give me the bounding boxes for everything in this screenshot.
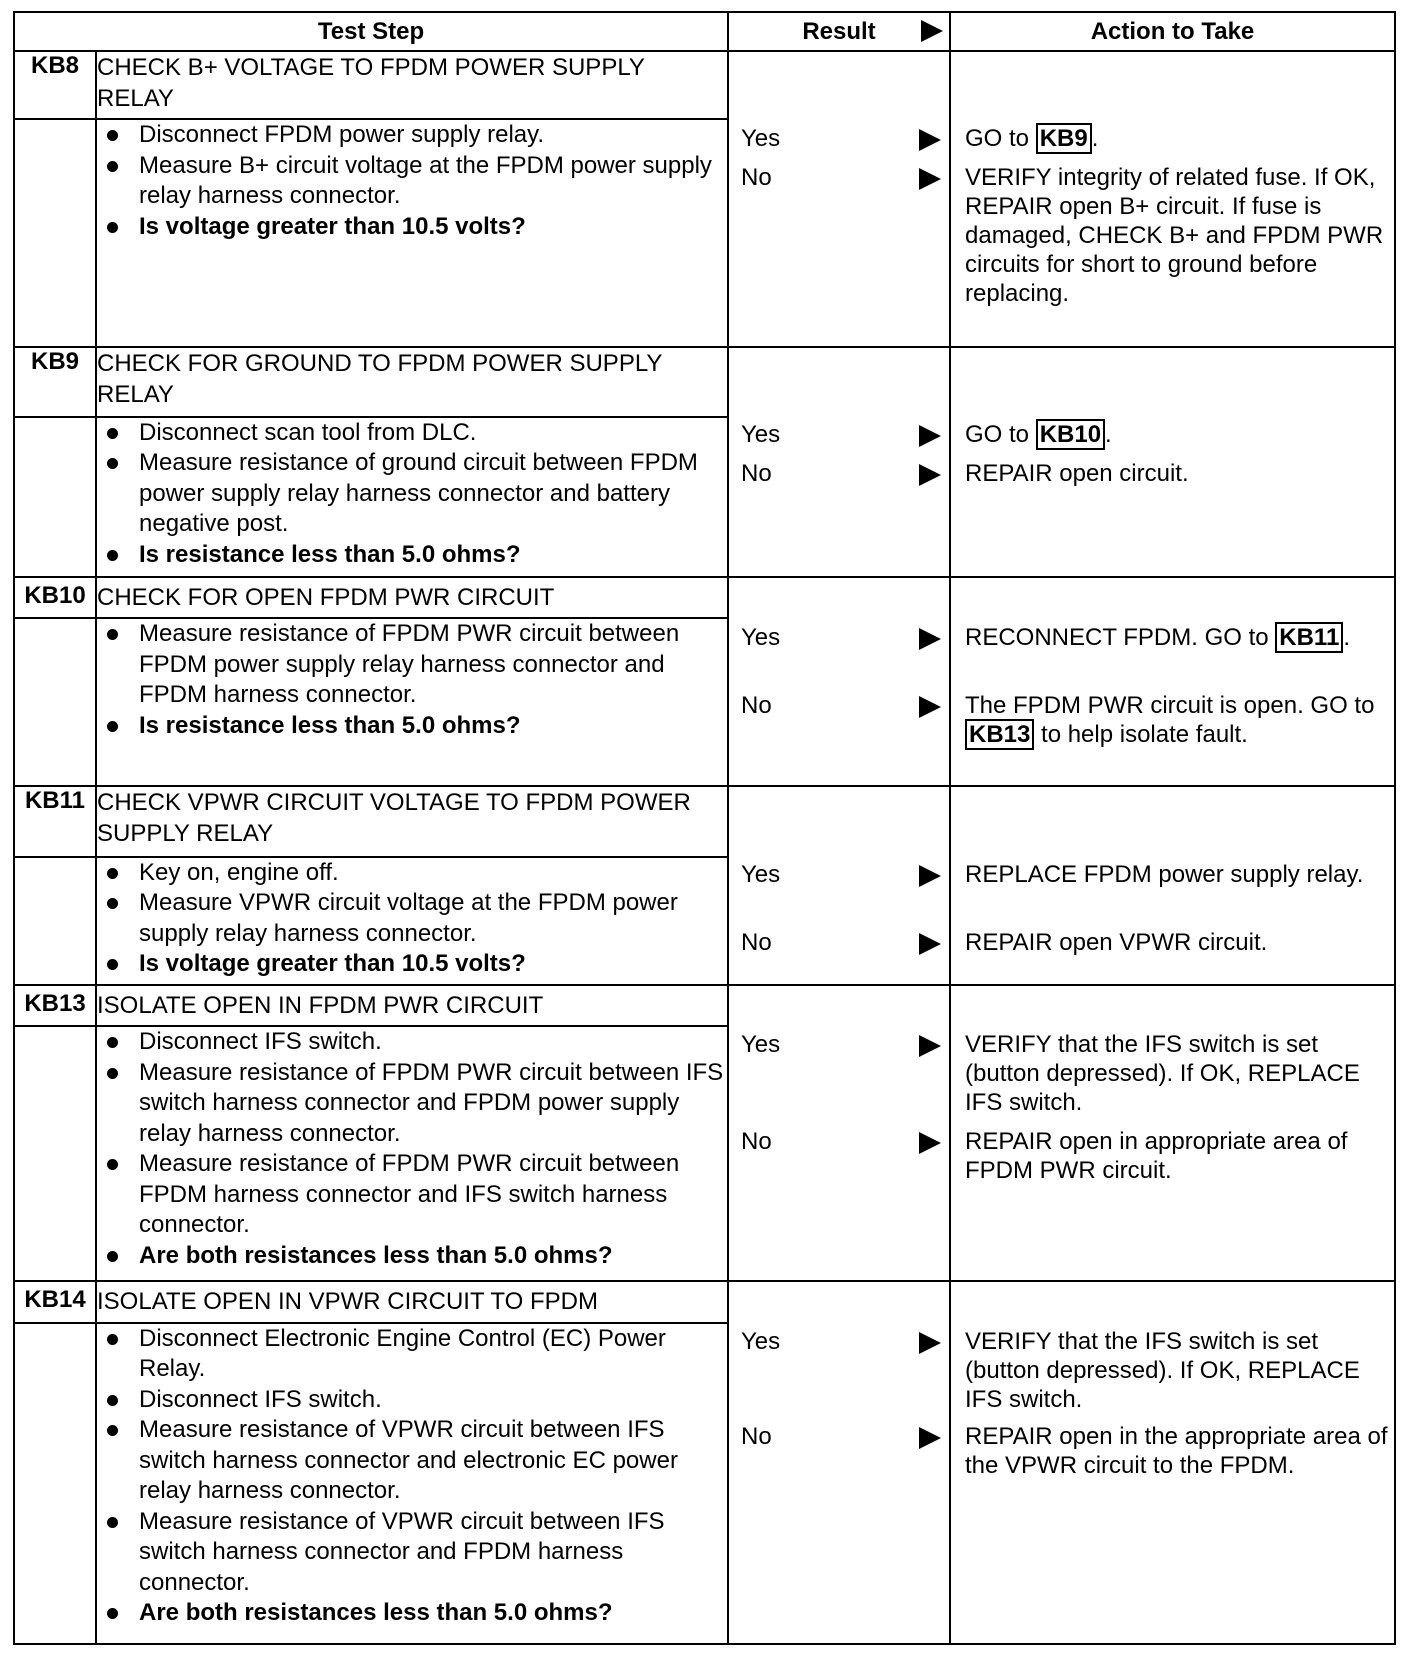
step-reference: KB10 [1036,419,1105,450]
result-cell: Yes No [728,985,950,1281]
action-no: REPAIR open in appropriate area of FPDM PWR circuit. [965,1127,1348,1184]
step-bullets [97,619,727,741]
step-bullets [97,120,727,242]
result-cell: Yes No [728,577,950,786]
step-id: KB11 [14,786,96,856]
action-cell [950,786,1395,985]
action-yes: GO to KB9 . [965,125,1099,152]
step-id: KB10 [14,577,96,618]
step-body [96,417,728,577]
bullet-item: Measure VPWR circuit voltage at the FPDM power supply relay harness connector. [97,888,727,949]
arrow-right-icon [919,865,941,887]
action-no: The FPDM PWR circuit is open. GO to KB13 to help isolate fault. [965,691,1375,748]
step-reference: KB13 [965,719,1034,750]
action-no: VERIFY integrity of related fuse. If OK, REPAIR open B+ circuit. If fuse is damaged, CHECK B+ and FPDM PWR circuits for short to ground before replacing. [965,164,1384,307]
bullet-question: Are both resistances less than 5.0 ohms? [97,1241,727,1272]
action-cell [950,347,1395,576]
arrow-right-icon [919,628,941,650]
arrow-right-icon [919,1427,941,1449]
action-cell [950,1281,1395,1644]
result-cell: Yes No [728,1281,950,1644]
diagnostic-table [13,11,1396,1645]
step-id: KB13 [14,985,96,1026]
step-id: KB9 [14,347,96,416]
bullet-item: Measure resistance of ground circuit between FPDM power supply relay harness connector and battery negative post. [97,448,727,540]
action-no: REPAIR open in the appropriate area of the VPWR circuit to the FPDM. [965,1423,1388,1480]
header-row [14,12,1395,51]
step-bullets [97,418,727,571]
bullet-question: Is resistance less than 5.0 ohms? [97,540,727,571]
bullet-item: Key on, engine off. [97,858,727,889]
step-title-row [14,51,1395,119]
step-body [96,1323,728,1644]
step-title: CHECK FOR OPEN FPDM PWR CIRCUIT [96,577,728,618]
step-title-row [14,347,1395,416]
bullet-question: Is resistance less than 5.0 ohms? [97,711,727,742]
arrow-right-icon [919,1132,941,1154]
step-body [96,1026,728,1281]
action-yes: REPLACE FPDM power supply relay. [965,861,1364,889]
action-cell [950,985,1395,1281]
step-body [96,857,728,985]
bullet-item: Disconnect scan tool from DLC. [97,418,727,449]
step-title-row [14,577,1395,618]
bullet-item: Measure resistance of FPDM PWR circuit between FPDM power supply relay harness connector and FPDM harness connector. [97,619,727,711]
action-no: REPAIR open VPWR circuit. [965,929,1268,957]
arrow-right-icon [919,933,941,955]
step-id: KB14 [14,1281,96,1322]
result-cell: Yes No [728,347,950,576]
action-yes: RECONNECT FPDM. GO to KB11 . [965,623,1350,651]
arrow-right-icon [919,168,941,190]
step-title: ISOLATE OPEN IN FPDM PWR CIRCUIT [96,985,728,1026]
step-reference: KB11 [1275,622,1343,653]
arrow-right-icon [919,1332,941,1354]
bullet-item: Disconnect Electronic Engine Control (EC) Power Relay. [97,1324,727,1385]
step-title: ISOLATE OPEN IN VPWR CIRCUIT TO FPDM [96,1281,728,1322]
action-no: REPAIR open circuit. [965,460,1189,488]
bullet-item: Disconnect FPDM power supply relay. [97,120,727,151]
action-yes: VERIFY that the IFS switch is set (button depressed). If OK, REPLACE IFS switch. [965,1030,1360,1116]
header-result-label: Result [802,17,876,45]
step-title: CHECK FOR GROUND TO FPDM POWER SUPPLY RELAY [96,347,728,416]
step-title-row [14,1281,1395,1322]
action-cell [950,577,1395,786]
bullet-item: Measure resistance of FPDM PWR circuit between FPDM harness connector and IFS switch harness connector. [97,1149,727,1241]
bullet-question: Are both resistances less than 5.0 ohms? [97,1598,727,1629]
bullet-item: Disconnect IFS switch. [97,1385,727,1416]
action-yes: VERIFY that the IFS switch is set (button depressed). If OK, REPLACE IFS switch. [965,1328,1360,1414]
arrow-right-icon [921,20,943,42]
step-title: CHECK VPWR CIRCUIT VOLTAGE TO FPDM POWER SUPPLY RELAY [96,786,728,856]
bullet-item: Measure resistance of FPDM PWR circuit between IFS switch harness connector and FPDM power supply relay harness connector. [97,1058,727,1150]
step-title: CHECK B+ VOLTAGE TO FPDM POWER SUPPLY RELAY [96,51,728,119]
action-yes: GO to KB10 . [965,421,1112,449]
arrow-right-icon [919,1035,941,1057]
step-id: KB8 [14,51,96,119]
step-body [96,119,728,347]
bullet-item: Measure resistance of VPWR circuit between IFS switch harness connector and FPDM harness connector. [97,1507,727,1599]
result-cell: Yes No [728,786,950,985]
bullet-question: Is voltage greater than 10.5 volts? [97,949,727,980]
bullet-item: Measure resistance of VPWR circuit between IFS switch harness connector and electronic EC power relay harness connector. [97,1415,727,1507]
header-result [728,12,950,51]
arrow-right-icon [919,696,941,718]
step-title-row [14,985,1395,1026]
step-title-row [14,786,1395,856]
header-action: Action to Take [950,12,1395,51]
bullet-item: Measure B+ circuit voltage at the FPDM power supply relay harness connector. [97,151,727,212]
step-bullets [97,1324,727,1629]
arrow-right-icon [919,464,941,486]
step-bullets [97,858,727,980]
bullet-item: Disconnect IFS switch. [97,1027,727,1058]
result-cell: Yes No [728,51,950,347]
arrow-right-icon [919,129,941,151]
step-body [96,618,728,786]
header-test-step: Test Step [14,12,728,51]
step-bullets [97,1027,727,1271]
action-cell [950,51,1395,347]
bullet-question: Is voltage greater than 10.5 volts? [97,212,727,243]
arrow-right-icon [919,425,941,447]
step-reference: KB9 [1036,123,1092,154]
